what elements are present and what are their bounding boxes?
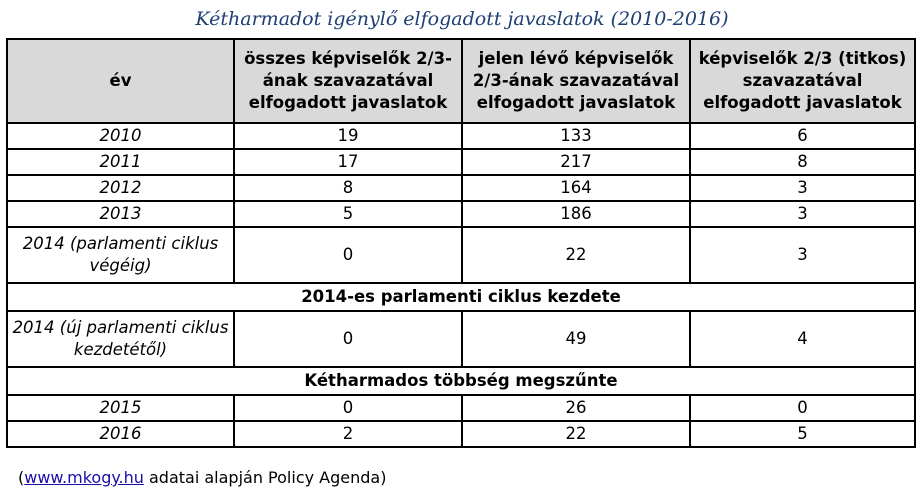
value-cell: 133 bbox=[462, 123, 690, 149]
value-cell: 3 bbox=[690, 227, 915, 283]
value-cell: 22 bbox=[462, 227, 690, 283]
source-link[interactable]: www.mkogy.hu bbox=[24, 468, 144, 487]
value-cell: 49 bbox=[462, 311, 690, 367]
value-cell: 0 bbox=[234, 311, 462, 367]
value-cell: 22 bbox=[462, 421, 690, 447]
source-note bbox=[18, 468, 386, 487]
source-text: adatai alapján Policy Agenda) bbox=[143, 468, 387, 487]
table-row bbox=[7, 227, 915, 283]
header-secret-two-thirds: képviselők 2/3 (titkos) szavazatával elfogadott javaslatok bbox=[690, 39, 915, 123]
value-cell: 164 bbox=[462, 175, 690, 201]
table-title: Kétharmadot igénylő elfogadott javaslatok (2010-2016) bbox=[195, 8, 729, 30]
value-cell: 17 bbox=[234, 149, 462, 175]
year-cell: 2016 bbox=[7, 421, 234, 447]
table-row bbox=[7, 201, 915, 227]
table-row bbox=[7, 123, 915, 149]
table-row bbox=[7, 311, 915, 367]
value-cell: 0 bbox=[690, 395, 915, 421]
section-label: Kétharmados többség megszűnte bbox=[7, 367, 915, 395]
year-cell: 2014 (új parlamenti ciklus kezdetétől) bbox=[7, 311, 234, 367]
value-cell: 8 bbox=[234, 175, 462, 201]
value-cell: 2 bbox=[234, 421, 462, 447]
table-row bbox=[7, 149, 915, 175]
value-cell: 3 bbox=[690, 201, 915, 227]
value-cell: 217 bbox=[462, 149, 690, 175]
value-cell: 0 bbox=[234, 395, 462, 421]
value-cell: 19 bbox=[234, 123, 462, 149]
year-cell: 2012 bbox=[7, 175, 234, 201]
header-year: év bbox=[7, 39, 234, 123]
value-cell: 186 bbox=[462, 201, 690, 227]
value-cell: 5 bbox=[690, 421, 915, 447]
header-present-two-thirds: jelen lévő képviselők 2/3-ának szavazatával elfogadott javaslatok bbox=[462, 39, 690, 123]
value-cell: 26 bbox=[462, 395, 690, 421]
value-cell: 4 bbox=[690, 311, 915, 367]
source-open-paren: ( bbox=[18, 468, 25, 487]
value-cell: 6 bbox=[690, 123, 915, 149]
table-row bbox=[7, 395, 915, 421]
year-cell: 2010 bbox=[7, 123, 234, 149]
table-row bbox=[7, 421, 915, 447]
year-cell: 2013 bbox=[7, 201, 234, 227]
table-row bbox=[7, 175, 915, 201]
value-cell: 3 bbox=[690, 175, 915, 201]
section-row bbox=[7, 367, 915, 395]
year-cell: 2011 bbox=[7, 149, 234, 175]
section-row bbox=[7, 283, 915, 311]
data-table bbox=[6, 38, 916, 448]
value-cell: 0 bbox=[234, 227, 462, 283]
value-cell: 5 bbox=[234, 201, 462, 227]
header-row bbox=[7, 39, 915, 123]
section-label: 2014-es parlamenti ciklus kezdete bbox=[7, 283, 915, 311]
value-cell: 8 bbox=[690, 149, 915, 175]
header-total-two-thirds: összes képviselők 2/3-ának szavazatával elfogadott javaslatok bbox=[234, 39, 462, 123]
year-cell: 2015 bbox=[7, 395, 234, 421]
year-cell: 2014 (parlamenti ciklus végéig) bbox=[7, 227, 234, 283]
